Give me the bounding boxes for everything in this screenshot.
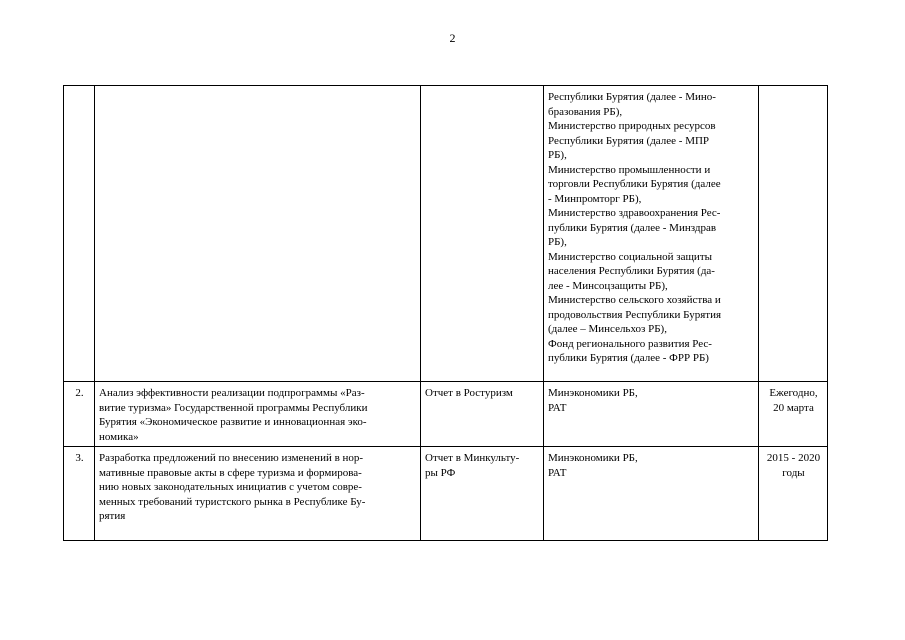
responsible-line: Министерство сельского хозяйства и — [548, 294, 721, 306]
task-line: Анализ эффективности реализации подпрограммы «Раз- — [99, 387, 365, 399]
task-line: рятия — [99, 510, 126, 522]
responsible-line: публики Бурятия (далее - ФРР РБ) — [548, 352, 709, 364]
task-line: менных требований туристского рынка в Республике Бу- — [99, 495, 366, 508]
cell-report-form — [421, 447, 544, 541]
responsible-line: населения Республики Бурятия (да- — [548, 265, 715, 277]
form-line: ры РФ — [425, 466, 456, 479]
responsible-line: РБ), — [548, 149, 567, 161]
task-line: витие туризма» Государственной программы Республики — [99, 401, 368, 414]
responsible-line: торговли Республики Бурятия (далее — [548, 178, 721, 190]
responsible-line: Республики Бурятия (далее - Мино- — [548, 91, 716, 103]
responsible-line: (далее – Минсельхоз РБ), — [548, 323, 667, 335]
term-line: 2015 - 2020 — [766, 452, 821, 464]
responsible-line: лее - Минсоцзащиты РБ), — [548, 279, 668, 292]
table-row — [64, 382, 828, 447]
responsible-line: - Минпромторг РБ), — [548, 192, 642, 205]
task-line: Разработка предложений по внесению изменений в нор- — [99, 452, 364, 464]
responsible-line: Министерство промышленности и — [548, 163, 711, 176]
cell-term — [759, 382, 828, 447]
cell-task — [95, 382, 421, 447]
responsible-line: Республики Бурятия (далее - МПР — [548, 134, 710, 147]
cell-report-form — [421, 382, 544, 447]
cell-number — [64, 86, 95, 382]
responsible-line: продовольствия Республики Бурятия — [548, 308, 722, 321]
table-row — [64, 447, 828, 541]
responsible-line: Минэкономики РБ, — [548, 452, 638, 464]
cell-number: 3. — [64, 447, 95, 541]
cell-responsible — [544, 382, 759, 447]
form-line: Отчет в Минкульту- — [425, 452, 520, 464]
cell-task — [95, 86, 421, 382]
responsible-line: Министерство социальной защиты — [548, 250, 713, 263]
cell-term — [759, 447, 828, 541]
responsible-line: публики Бурятия (далее - Минздрав — [548, 221, 717, 234]
page-number: 2 — [449, 31, 456, 45]
responsible-line: Фонд регионального развития Рес- — [548, 337, 712, 350]
cell-term — [759, 86, 828, 382]
responsible-line: Министерство природных ресурсов — [548, 120, 716, 132]
cell-report-form — [421, 86, 544, 382]
task-line: Бурятия «Экономическое развитие и инновационная эко- — [99, 416, 367, 428]
term-line: Ежегодно, — [769, 387, 818, 399]
form-line: Отчет в Ростуризм — [425, 387, 513, 399]
term-line: годы — [782, 466, 805, 479]
cell-responsible — [544, 86, 759, 382]
responsible-line: РАТ — [548, 466, 567, 479]
responsible-line: РАТ — [548, 401, 567, 414]
cell-number: 2. — [64, 382, 95, 447]
cell-responsible — [544, 447, 759, 541]
responsible-line: РБ), — [548, 236, 567, 248]
responsible-line: Минэкономики РБ, — [548, 387, 638, 399]
table-row-continuation — [64, 86, 828, 382]
task-line: мативные правовые акты в сфере туризма и формирова- — [99, 466, 362, 479]
responsible-line: бразования РБ), — [548, 105, 623, 118]
term-line: 20 марта — [773, 401, 814, 414]
plan-table — [63, 85, 828, 541]
task-line: номика» — [99, 430, 139, 443]
responsible-line: Министерство здравоохранения Рес- — [548, 207, 721, 219]
task-line: нию новых законодательных инициатив с учетом совре- — [99, 481, 362, 493]
cell-task — [95, 447, 421, 541]
